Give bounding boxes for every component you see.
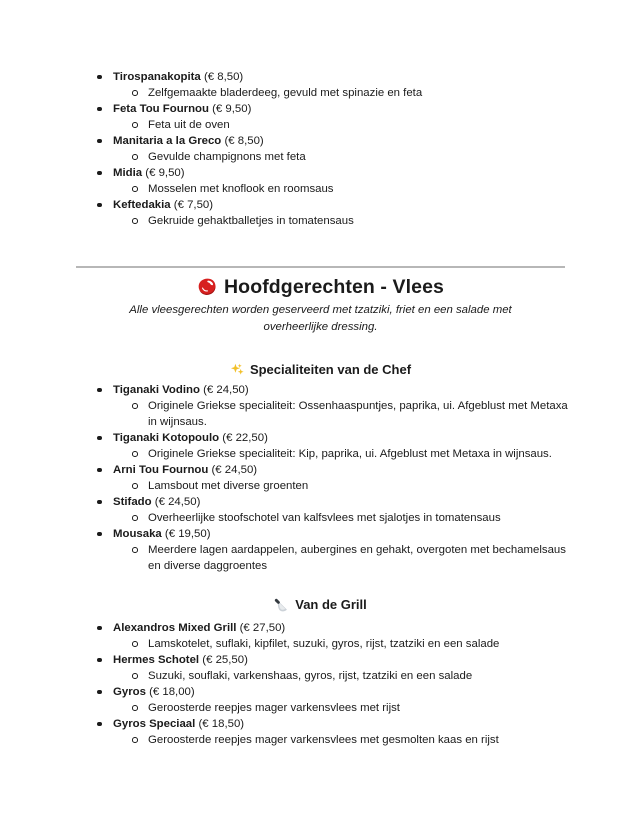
subsection-title-text: Van de Grill bbox=[295, 597, 367, 612]
bullet-icon bbox=[97, 75, 102, 80]
bullet-icon bbox=[97, 722, 102, 727]
menu-item-price: (€ 22,50) bbox=[222, 432, 268, 444]
bullet-icon bbox=[97, 690, 102, 695]
menu-item-desc: Gekruide gehaktballetjes in tomatensaus bbox=[148, 215, 354, 227]
circle-bullet-icon bbox=[132, 515, 138, 521]
bullet-icon bbox=[97, 388, 102, 393]
bullet-icon bbox=[97, 626, 102, 631]
menu-item-name: Alexandros Mixed Grill bbox=[113, 622, 237, 634]
menu-item bbox=[76, 69, 573, 101]
circle-bullet-icon bbox=[132, 641, 138, 647]
section-divider bbox=[76, 266, 565, 268]
menu-item-name: Hermes Schotel bbox=[113, 654, 200, 666]
menu-item bbox=[76, 382, 573, 430]
menu-item-desc: Overheerlijke stoofschotel van kalfsvlees met sjalotjes in tomatensaus bbox=[148, 512, 501, 524]
page-title-text: Hoofdgerechten - Vlees bbox=[224, 276, 444, 298]
circle-bullet-icon bbox=[132, 483, 138, 489]
menu-item-price: (€ 25,50) bbox=[202, 654, 248, 666]
menu-item bbox=[76, 684, 573, 716]
menu-item-desc: Originele Griekse specialiteit: Kip, paprika, ui. Afgeblust met Metaxa in wijnsaus. bbox=[148, 448, 552, 460]
bullet-icon bbox=[97, 500, 102, 505]
circle-bullet-icon bbox=[132, 547, 138, 553]
menu-item-price: (€ 24,50) bbox=[154, 496, 201, 508]
circle-bullet-icon bbox=[132, 403, 138, 409]
menu-item-name: Gyros bbox=[113, 686, 146, 698]
menu-item-desc: Suzuki, souflaki, varkenshaas, gyros, rijst, tzatziki en een salade bbox=[148, 670, 473, 682]
menu-item-name: Feta Tou Fournou bbox=[113, 103, 209, 115]
menu-item bbox=[76, 716, 573, 748]
menu-item-desc: Zelfgemaakte bladerdeeg, gevuld met spinazie en feta bbox=[148, 87, 423, 99]
menu-item bbox=[76, 494, 573, 526]
menu-item-price: (€ 8,50) bbox=[224, 135, 264, 147]
circle-bullet-icon bbox=[132, 451, 138, 457]
section-intro: Alle vleesgerechten worden geserveerd met tzatziki, friet en een salade met overheerlijke dressing. bbox=[129, 304, 512, 333]
bullet-icon bbox=[97, 171, 102, 176]
subsection-title-text: Specialiteiten van de Chef bbox=[249, 362, 412, 377]
circle-bullet-icon bbox=[132, 154, 138, 160]
menu-item-name: Manitaria a la Greco bbox=[113, 135, 222, 147]
menu-item-price: (€ 19,50) bbox=[164, 528, 211, 540]
menu-item-desc: Gevulde champignons met feta bbox=[148, 151, 306, 163]
menu-item-name: Mousaka bbox=[113, 528, 162, 540]
menu-item-name: Gyros Speciaal bbox=[113, 718, 196, 730]
menu-item bbox=[76, 462, 573, 494]
steak-emoji-icon bbox=[197, 277, 217, 297]
bullet-icon bbox=[97, 107, 102, 112]
menu-item-price: (€ 7,50) bbox=[173, 199, 214, 211]
menu-item-desc: Feta uit de oven bbox=[148, 119, 230, 131]
bullet-icon bbox=[97, 203, 102, 208]
bullet-icon bbox=[97, 436, 102, 441]
sparkles-emoji-icon bbox=[230, 363, 244, 377]
menu-item bbox=[76, 101, 573, 133]
menu-item-name: Tirospanakopita bbox=[113, 71, 201, 83]
menu-item-name: Stifado bbox=[113, 496, 152, 508]
menu-item bbox=[76, 165, 573, 197]
menu-item-name: Arni Tou Fournou bbox=[113, 464, 209, 476]
menu-item-name: Midia bbox=[113, 167, 143, 179]
circle-bullet-icon bbox=[132, 705, 138, 711]
bullet-icon bbox=[97, 468, 102, 473]
menu-item-desc: Lamskotelet, suflaki, kipfilet, suzuki, gyros, rijst, tzatziki en een salade bbox=[148, 638, 500, 650]
circle-bullet-icon bbox=[132, 737, 138, 743]
menu-item-price: (€ 24,50) bbox=[203, 384, 249, 396]
menu-item-name: Tiganaki Vodino bbox=[113, 384, 200, 396]
menu-item bbox=[76, 133, 573, 165]
menu-item-desc: Geroosterde reepjes mager varkensvlees met gesmolten kaas en rijst bbox=[148, 734, 499, 746]
circle-bullet-icon bbox=[132, 218, 138, 224]
subsection-title-chef bbox=[76, 361, 565, 379]
menu-item-price: (€ 8,50) bbox=[203, 71, 244, 83]
knife-emoji-icon bbox=[274, 598, 289, 613]
menu-item bbox=[76, 526, 573, 574]
grill-list bbox=[76, 620, 573, 748]
bullet-icon bbox=[97, 532, 102, 537]
page-title bbox=[76, 274, 565, 300]
circle-bullet-icon bbox=[132, 186, 138, 192]
menu-item-desc: Meerdere lagen aardappelen, aubergines en gehakt, overgoten met bechamelsaus en diverse daggroentes bbox=[148, 544, 566, 572]
menu-item-desc: Mosselen met knoflook en roomsaus bbox=[148, 183, 334, 195]
circle-bullet-icon bbox=[132, 673, 138, 679]
menu-item-desc: Lamsbout met diverse groenten bbox=[148, 480, 309, 492]
menu-item bbox=[76, 197, 573, 229]
menu-item-price: (€ 9,50) bbox=[212, 103, 252, 115]
bullet-icon bbox=[97, 139, 102, 144]
appetizers-list bbox=[76, 69, 573, 229]
menu-item-price: (€ 18,00) bbox=[149, 686, 195, 698]
circle-bullet-icon bbox=[132, 122, 138, 128]
menu-item bbox=[76, 620, 573, 652]
menu-item-price: (€ 27,50) bbox=[239, 622, 286, 634]
menu-item bbox=[76, 430, 573, 462]
subsection-title-grill bbox=[76, 596, 565, 614]
menu-item bbox=[76, 652, 573, 684]
menu-item-desc: Originele Griekse specialiteit: Ossenhaaspuntjes, paprika, ui. Afgeblust met Metaxa in wijnsaus. bbox=[148, 400, 568, 428]
menu-item-desc: Geroosterde reepjes mager varkensvlees met rijst bbox=[148, 702, 400, 714]
menu-item-price: (€ 9,50) bbox=[145, 167, 185, 179]
circle-bullet-icon bbox=[132, 90, 138, 96]
menu-item-price: (€ 18,50) bbox=[198, 718, 245, 730]
menu-item-price: (€ 24,50) bbox=[211, 464, 258, 476]
menu-item-name: Keftedakia bbox=[113, 199, 171, 211]
menu-item-name: Tiganaki Kotopoulo bbox=[113, 432, 220, 444]
chef-specials-list bbox=[76, 382, 573, 574]
bullet-icon bbox=[97, 658, 102, 663]
